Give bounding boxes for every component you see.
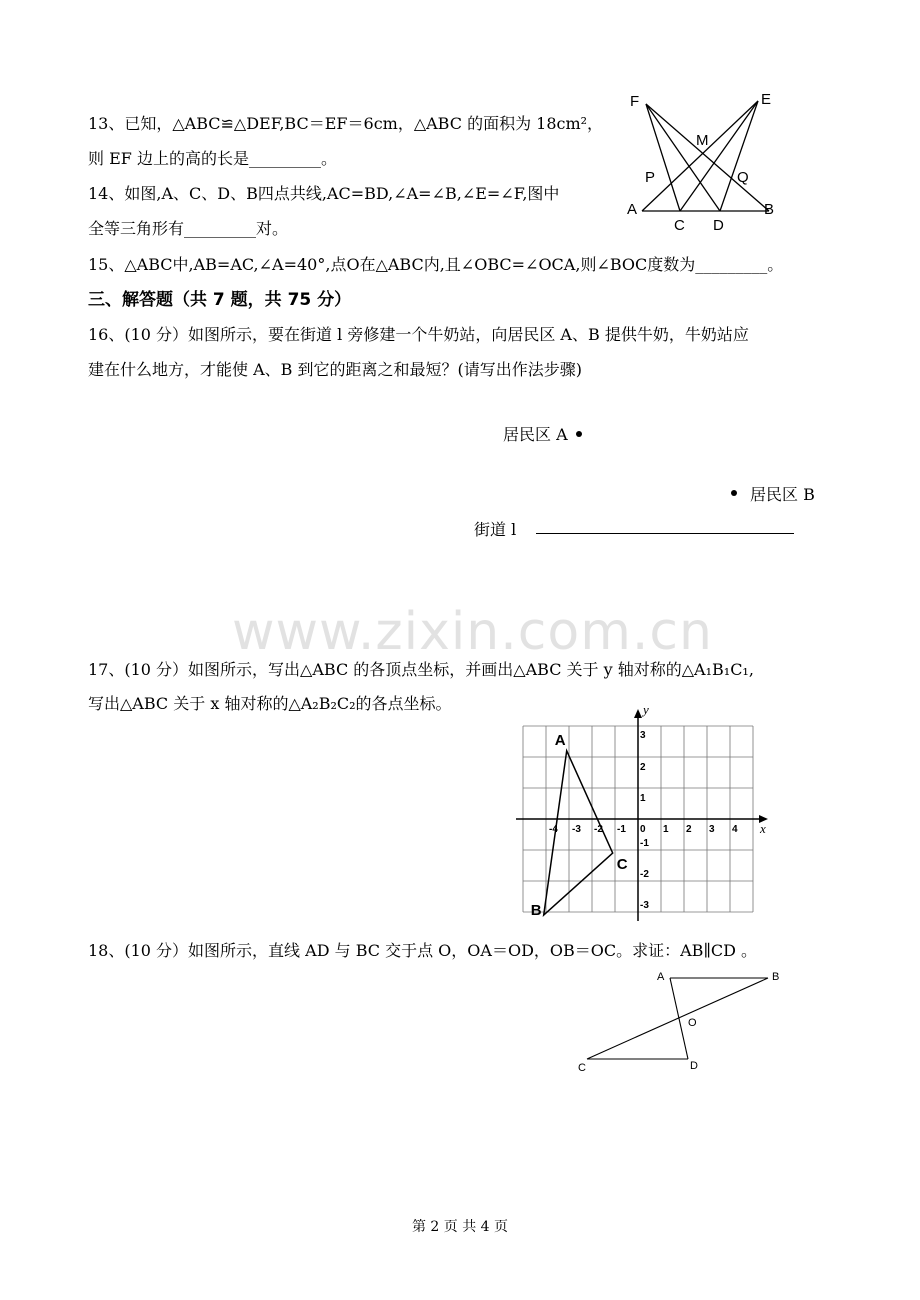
fig14-segment-fd — [646, 104, 720, 211]
fig18-label-b: B — [772, 971, 780, 983]
fig18-segment-ad — [670, 978, 688, 1059]
fig18-label-c: C — [578, 1062, 586, 1074]
figure-q14 — [620, 88, 790, 234]
fig14-label-f: F — [630, 93, 640, 110]
residence-a-label: 居民区 A — [503, 425, 568, 444]
figure-q18 — [570, 965, 790, 1080]
y-tick-label: 3 — [640, 730, 646, 741]
fig18-label-a: A — [657, 971, 665, 983]
q17-line2: 写出△ABC 关于 x 轴对称的△A₂B₂C₂的各点坐标。 — [88, 694, 452, 713]
x-axis-label: x — [760, 821, 766, 836]
vertex-b-label: B — [530, 902, 542, 920]
fig14-label-b: B — [764, 201, 775, 218]
fig14-segment-fc — [646, 104, 680, 211]
q17-line1: 17、(10 分）如图所示，写出△ABC 的各顶点坐标，并画出△ABC 关于 y 轴对称的△A₁B₁C₁, — [88, 660, 754, 679]
coordinate-grid-q17 — [510, 700, 780, 930]
fig18-label-d: D — [690, 1060, 698, 1072]
x-tick-label: 2 — [686, 824, 692, 835]
q16-line1: 16、(10 分）如图所示，要在街道 l 旁修建一个牛奶站，向居民区 A、B 提供牛奶，牛奶站应 — [88, 325, 749, 344]
fig18-segment-bc — [587, 978, 768, 1059]
fig14-segment-ed — [720, 101, 758, 211]
fig14-label-c: C — [674, 217, 685, 234]
fig14-label-q: Q — [737, 169, 749, 186]
q18-line1: 18、(10 分）如图所示，直线 AD 与 BC 交于点 O，OA＝OD，OB＝OC。求证：AB∥CD 。 — [88, 941, 757, 960]
fig14-segment-ae — [642, 101, 758, 211]
section3-heading: 三、解答题（共 7 题，共 75 分） — [88, 290, 352, 310]
fig14-label-d: D — [713, 217, 724, 234]
vertex-c-label: C — [616, 856, 628, 874]
q13-line2: 则 EF 边上的高的长是_________。 — [88, 149, 337, 168]
y-tick-label: -2 — [640, 869, 649, 880]
q14-line2: 全等三角形有_________对。 — [88, 219, 289, 238]
q14-line1: 14、如图,A、C、D、B四点共线,AC=BD,∠A=∠B,∠E=∠F,图中 — [88, 184, 560, 203]
residence-b-label: 居民区 B — [750, 485, 815, 504]
y-tick-label: 2 — [640, 762, 646, 773]
x-tick-label: 3 — [709, 824, 715, 835]
fig14-label-p: P — [645, 169, 656, 186]
fig14-label-m: M — [696, 132, 709, 149]
street-label: 街道 l — [474, 520, 517, 539]
y-tick-label: 1 — [640, 793, 646, 804]
residence-a-point — [576, 431, 582, 437]
x-tick-label: 0 — [640, 824, 646, 835]
fig14-segment-bf — [646, 104, 769, 211]
page-footer: 第 2 页 共 4 页 — [411, 1219, 509, 1235]
fig18-label-o: O — [688, 1017, 697, 1029]
fig14-segment-ec — [680, 101, 758, 211]
x-tick-label: -1 — [617, 824, 626, 835]
y-tick-label: -3 — [640, 900, 649, 911]
x-tick-label: -3 — [572, 824, 581, 835]
q15-line1: 15、△ABC中,AB=AC,∠A=40°,点O在△ABC内,且∠OBC=∠OCA,则∠BOC度数为_________。 — [88, 255, 784, 274]
q13-line1: 13、已知，△ABC≌△DEF,BC＝EF＝6cm，△ABC 的面积为 18cm²， — [88, 114, 604, 133]
fig14-label-a: A — [627, 201, 638, 218]
street-line — [536, 533, 794, 534]
y-axis-label: y — [643, 702, 649, 717]
x-tick-label: 4 — [732, 824, 738, 835]
q16-line2: 建在什么地方，才能使 A、B 到它的距离之和最短？(请写出作法步骤) — [88, 360, 582, 379]
residence-b-point — [731, 490, 737, 496]
y-axis-arrow-icon — [634, 709, 642, 718]
fig14-label-e: E — [761, 91, 772, 108]
vertex-a-label: A — [554, 731, 566, 749]
watermark: www.zixin.com.cn — [232, 602, 713, 662]
x-tick-label: -2 — [594, 824, 603, 835]
x-tick-label: -4 — [549, 824, 558, 835]
y-tick-label: -1 — [640, 838, 649, 849]
x-tick-label: 1 — [663, 824, 669, 835]
